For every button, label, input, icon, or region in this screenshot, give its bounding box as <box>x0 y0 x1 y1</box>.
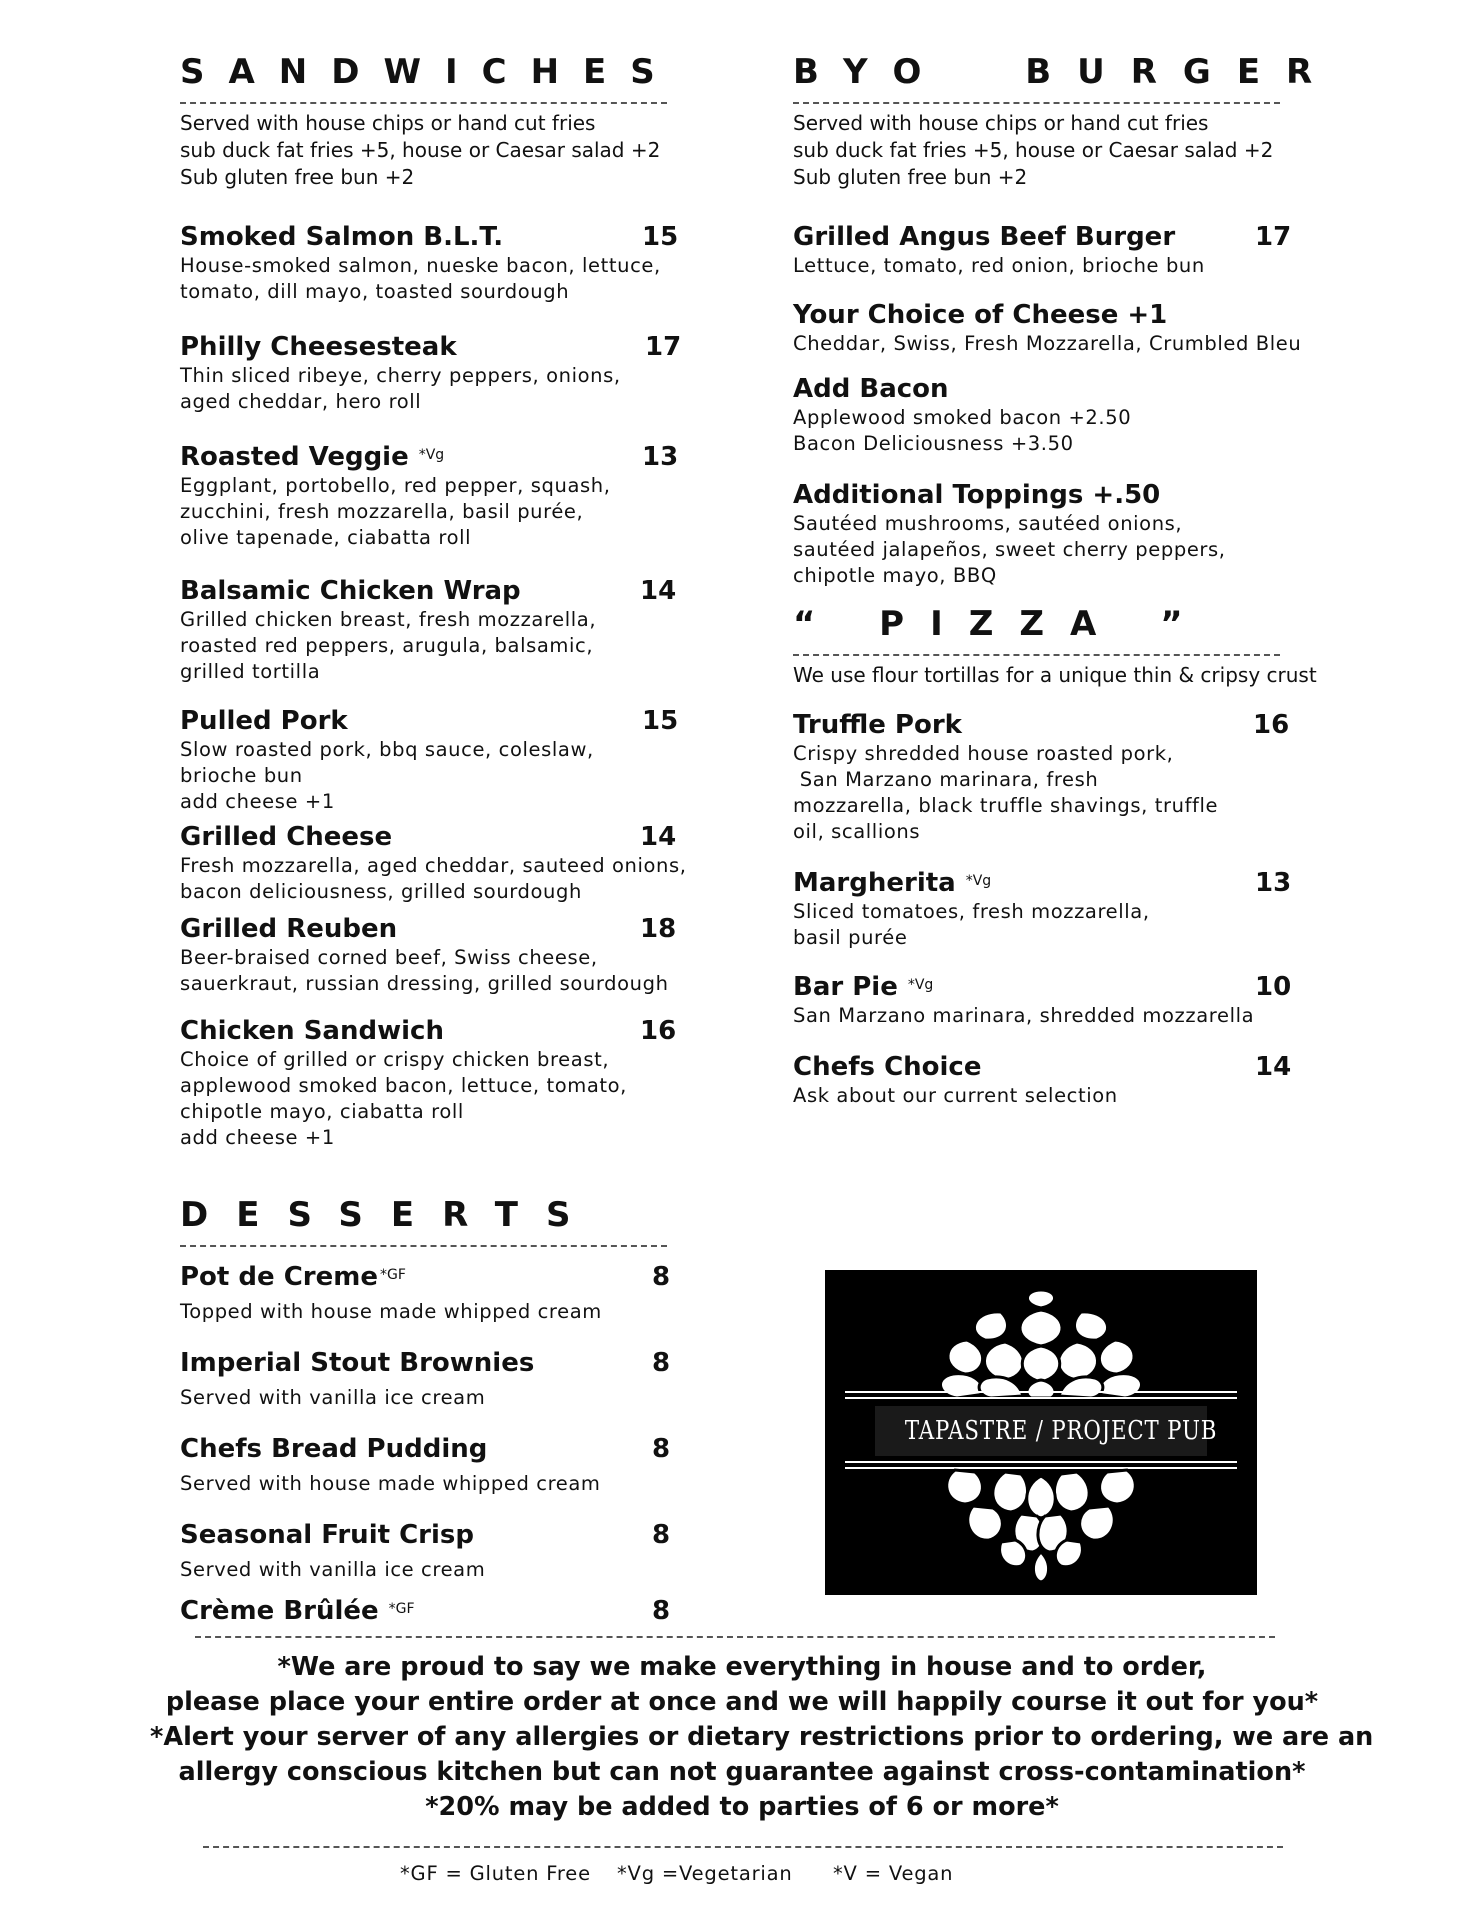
note-line: please place your entire order at once and we will happily course it out for you* <box>165 1687 1319 1717</box>
item-name: Chicken Sandwich <box>180 1016 444 1046</box>
item-name: Margherita <box>793 868 956 898</box>
item-description <box>180 1299 720 1325</box>
burger-intro <box>793 110 1353 191</box>
desc-line: Cheddar, Swiss, Fresh Mozzarella, Crumbled Bleu <box>793 332 1302 355</box>
intro-line: We use flour tortillas for a unique thin & cripsy crust <box>793 663 1317 687</box>
item-price: 18 <box>640 914 677 944</box>
menu-item <box>180 1519 720 1583</box>
menu-item <box>180 1015 720 1151</box>
desc-line: San Marzano marinara, fresh <box>793 768 1099 791</box>
item-name: Pulled Pork <box>180 706 348 736</box>
item-name: Balsamic Chicken Wrap <box>180 576 521 606</box>
pizza-intro <box>793 662 1353 689</box>
desc-line: Served with vanilla ice cream <box>180 1386 486 1409</box>
desserts-section <box>180 1195 720 1627</box>
vegetarian-tag: *Vg <box>418 446 445 463</box>
item-description <box>180 1557 720 1583</box>
item-name: Roasted Veggie <box>180 442 409 472</box>
sandwiches-heading: SANDWICHES <box>180 52 679 92</box>
burger-list <box>793 221 1353 589</box>
menu-item <box>180 821 720 905</box>
item-description <box>793 331 1353 357</box>
section-divider <box>180 1245 667 1247</box>
menu-item <box>180 1433 720 1497</box>
note-line: *We are proud to say we make everything in house and to order, <box>277 1652 1207 1682</box>
menu-item <box>180 1595 720 1627</box>
item-description <box>180 607 720 685</box>
item-name: Philly Cheesesteak <box>180 332 457 362</box>
legend-gf: *GF = Gluten Free <box>400 1862 591 1885</box>
desc-line: Thin sliced ribeye, cherry peppers, onions, <box>180 364 621 387</box>
item-description <box>793 1003 1353 1029</box>
desc-line: chipotle mayo, ciabatta roll <box>180 1100 464 1123</box>
desc-line: basil purée <box>793 926 908 949</box>
menu-item <box>180 575 720 685</box>
desc-line: applewood smoked bacon, lettuce, tomato, <box>180 1074 627 1097</box>
desc-line: zucchini, fresh mozzarella, basil purée, <box>180 500 584 523</box>
desc-line: Topped with house made whipped cream <box>180 1300 602 1323</box>
vegetarian-tag: *Vg <box>907 976 934 993</box>
item-name: Additional Toppings +.50 <box>793 480 1161 510</box>
item-name: Your Choice of Cheese +1 <box>793 300 1168 330</box>
intro-line: Served with house chips or hand cut fries <box>793 111 1209 135</box>
desc-line: Crispy shredded house roasted pork, <box>793 742 1174 765</box>
item-name: Imperial Stout Brownies <box>180 1348 535 1378</box>
desserts-heading: DESSERTS <box>180 1195 599 1235</box>
item-description <box>180 1385 720 1411</box>
menu-item <box>793 479 1353 589</box>
menu-item <box>793 867 1353 951</box>
desc-line: Served with vanilla ice cream <box>180 1558 486 1581</box>
desc-line: Bacon Deliciousness +3.50 <box>793 432 1074 455</box>
desc-line: add cheese +1 <box>180 1126 335 1149</box>
item-name: Pot de Creme <box>180 1262 378 1292</box>
item-description <box>180 853 720 905</box>
desc-line: Beer-braised corned beef, Swiss cheese, <box>180 946 598 969</box>
desc-line: Sliced tomatoes, fresh mozzarella, <box>793 900 1150 923</box>
intro-line: sub duck fat fries +5, house or Caesar salad +2 <box>793 138 1274 162</box>
desc-line: Served with house made whipped cream <box>180 1472 601 1495</box>
desc-line: mozzarella, black truffle shavings, truffle <box>793 794 1219 817</box>
desc-line: House-smoked salmon, nueske bacon, lettuce, <box>180 254 661 277</box>
intro-line: sub duck fat fries +5, house or Caesar salad +2 <box>180 138 661 162</box>
item-price: 8 <box>652 1348 671 1378</box>
item-price: 13 <box>1255 868 1292 898</box>
item-price: 15 <box>642 222 679 252</box>
desc-line: add cheese +1 <box>180 790 335 813</box>
pub-logo <box>825 1270 1257 1595</box>
desc-line: sauerkraut, russian dressing, grilled sourdough <box>180 972 669 995</box>
item-price: 8 <box>652 1262 671 1292</box>
item-description <box>180 737 720 815</box>
menu-item <box>793 709 1353 845</box>
desc-line: Applewood smoked bacon +2.50 <box>793 406 1132 429</box>
desc-line: olive tapenade, ciabatta roll <box>180 526 472 549</box>
section-divider <box>793 654 1280 656</box>
desc-line: Ask about our current selection <box>793 1084 1118 1107</box>
desc-line: bacon deliciousness, grilled sourdough <box>180 880 582 903</box>
footer-divider-top <box>195 1636 1275 1638</box>
item-price: 15 <box>642 706 679 736</box>
item-price: 8 <box>652 1596 671 1626</box>
gluten-free-tag: *GF <box>388 1600 415 1617</box>
menu-item <box>793 299 1353 357</box>
menu-item <box>180 331 720 415</box>
desc-line: chipotle mayo, BBQ <box>793 564 997 587</box>
house-notes <box>150 1650 1374 1825</box>
item-description <box>793 1083 1353 1109</box>
desc-line: grilled tortilla <box>180 660 321 683</box>
gluten-free-tag: *GF <box>379 1266 406 1283</box>
sandwiches-list <box>180 221 720 1151</box>
burger-heading: BYO BURGER <box>793 52 1339 92</box>
pizza-heading: “ PIZZA ” <box>793 604 1209 644</box>
item-price: 13 <box>642 442 679 472</box>
desc-line: oil, scallions <box>793 820 921 843</box>
desc-line: Sautéed mushrooms, sautéed onions, <box>793 512 1183 535</box>
item-description <box>180 1471 720 1497</box>
item-name: Grilled Angus Beef Burger <box>793 222 1176 252</box>
desc-line: sautéed jalapeños, sweet cherry peppers, <box>793 538 1226 561</box>
desc-line: aged cheddar, hero roll <box>180 390 422 413</box>
legend-v: *V = Vegan <box>833 1862 954 1885</box>
intro-line: Served with house chips or hand cut fries <box>180 111 596 135</box>
desc-line: Eggplant, portobello, red pepper, squash, <box>180 474 611 497</box>
menu-item <box>793 971 1353 1029</box>
item-name: Seasonal Fruit Crisp <box>180 1520 474 1550</box>
item-name: Truffle Pork <box>793 710 962 740</box>
desc-line: brioche bun <box>180 764 303 787</box>
desc-line: San Marzano marinara, shredded mozzarella <box>793 1004 1255 1027</box>
menu-item <box>793 221 1353 279</box>
item-description <box>180 473 720 551</box>
desc-line: Slow roasted pork, bbq sauce, coleslaw, <box>180 738 594 761</box>
item-name: Chefs Bread Pudding <box>180 1434 488 1464</box>
item-name: Chefs Choice <box>793 1052 982 1082</box>
sandwiches-section <box>180 52 720 1151</box>
item-description <box>180 945 720 997</box>
item-price: 10 <box>1255 972 1292 1002</box>
note-line: allergy conscious kitchen but can not guarantee against cross-contamination* <box>178 1757 1306 1787</box>
intro-line: Sub gluten free bun +2 <box>180 165 415 189</box>
burger-section <box>793 52 1353 589</box>
desc-line: Fresh mozzarella, aged cheddar, sauteed onions, <box>180 854 687 877</box>
menu-item <box>180 705 720 815</box>
desc-line: Lettuce, tomato, red onion, brioche bun <box>793 254 1205 277</box>
item-name: Smoked Salmon B.L.T. <box>180 222 504 252</box>
item-price: 14 <box>1255 1052 1292 1082</box>
desserts-list <box>180 1261 720 1627</box>
item-description <box>793 253 1353 279</box>
sandwiches-intro <box>180 110 720 191</box>
menu-item <box>180 441 720 551</box>
item-name: Add Bacon <box>793 374 949 404</box>
item-price: 14 <box>640 822 677 852</box>
item-name: Bar Pie <box>793 972 898 1002</box>
menu-item <box>180 913 720 997</box>
item-description <box>180 253 720 305</box>
menu-item <box>180 221 720 305</box>
footer-divider-bottom <box>203 1846 1283 1848</box>
legend-vg: *Vg =Vegetarian <box>617 1862 793 1885</box>
item-price: 16 <box>1253 710 1290 740</box>
pizza-section <box>793 604 1353 1109</box>
item-price: 8 <box>652 1434 671 1464</box>
desc-line: tomato, dill mayo, toasted sourdough <box>180 280 570 303</box>
item-description <box>793 741 1353 845</box>
menu-item <box>180 1261 720 1325</box>
menu-item <box>180 1347 720 1411</box>
pizza-list <box>793 709 1353 1109</box>
desc-line: Grilled chicken breast, fresh mozzarella, <box>180 608 597 631</box>
intro-line: Sub gluten free bun +2 <box>793 165 1028 189</box>
desc-line: roasted red peppers, arugula, balsamic, <box>180 634 594 657</box>
note-line: *20% may be added to parties of 6 or more* <box>425 1792 1059 1822</box>
section-divider <box>180 102 667 104</box>
item-description <box>180 1047 720 1151</box>
item-name: Crème Brûlée <box>180 1596 379 1626</box>
item-description <box>793 899 1353 951</box>
logo-text: TAPASTRE / PROJECT PUB <box>904 1416 1218 1446</box>
item-description <box>793 511 1353 589</box>
item-price: 16 <box>640 1016 677 1046</box>
menu-item <box>793 1051 1353 1109</box>
item-price: 17 <box>1255 222 1292 252</box>
item-price: 8 <box>652 1520 671 1550</box>
item-name: Grilled Reuben <box>180 914 398 944</box>
item-name: Grilled Cheese <box>180 822 393 852</box>
vegetarian-tag: *Vg <box>965 872 992 889</box>
section-divider <box>793 102 1280 104</box>
note-line: *Alert your server of any allergies or dietary restrictions prior to ordering, we are an <box>150 1722 1374 1752</box>
desc-line: Choice of grilled or crispy chicken breast, <box>180 1048 610 1071</box>
menu-item <box>793 373 1353 457</box>
item-price: 14 <box>640 576 677 606</box>
item-description <box>180 363 720 415</box>
item-description <box>793 405 1353 457</box>
item-price: 17 <box>645 332 682 362</box>
